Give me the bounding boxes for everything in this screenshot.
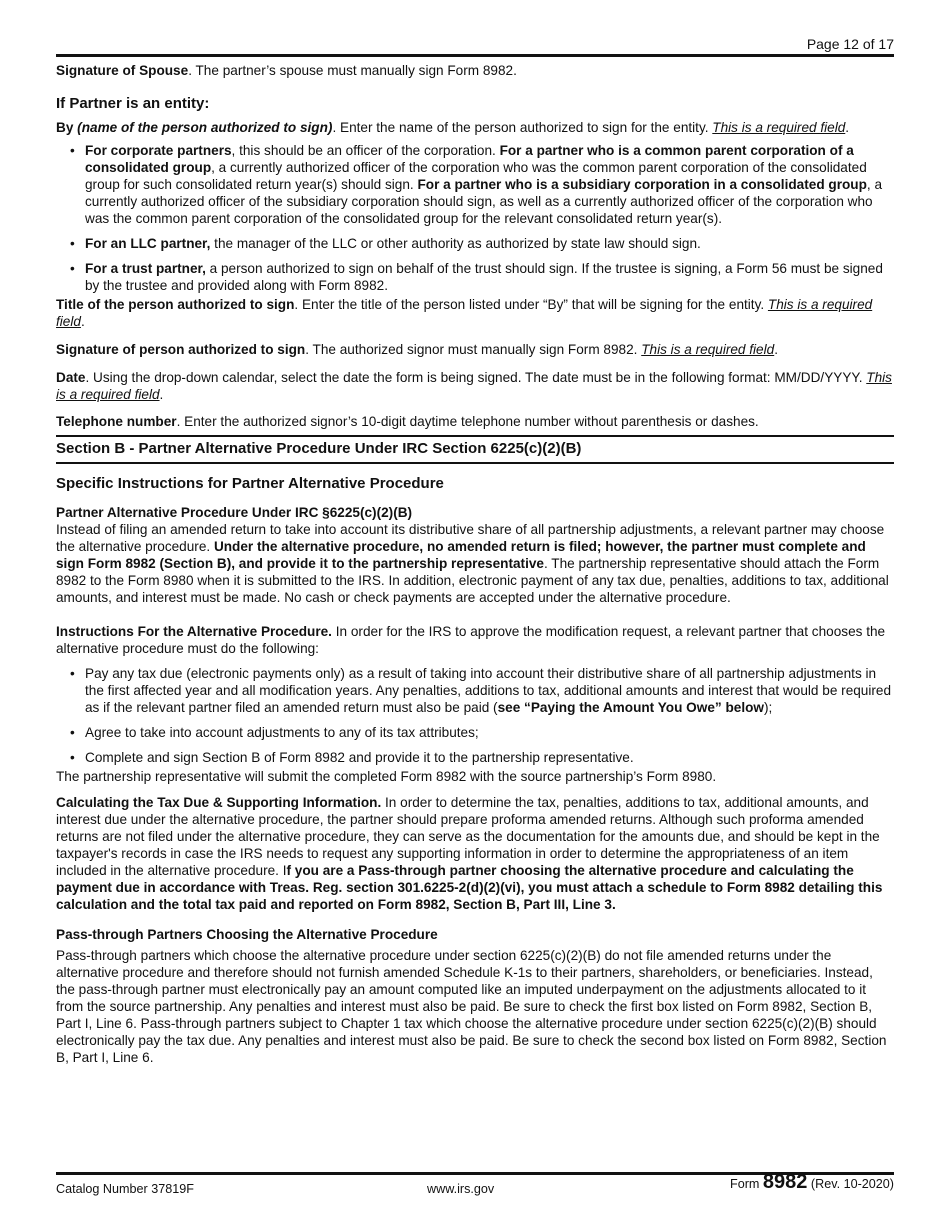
- list-item: • Complete and sign Section B of Form 8982 and provide it to the partnership representative.: [56, 749, 894, 766]
- bullet-bold: see “Paying the Amount You Owe” below: [497, 700, 764, 715]
- calculating-text: In order to determine the tax, penalties, additions to tax, additional amounts, and interest due under the alternative procedure, the partner should prepare proforma amended returns. Although such proforma amended returns are not filed under the alternative procedure, they can serve as the documentation for the amounts due, and should be kept in the taxpayer's records in case the IRS needs to request any supporting information in order to determine the appropriateness of an item included in the alternative procedure. I: [56, 795, 880, 878]
- procedure-bullet-list: [56, 665, 894, 774]
- section-b-title: Section B - Partner Alternative Procedure Under IRC Section 6225(c)(2)(B): [56, 440, 582, 457]
- signature-paragraph: Signature of person authorized to sign. The authorized signor must manually sign Form 8982. This is a required field.: [56, 342, 778, 357]
- llc-label: For an LLC partner,: [85, 236, 211, 251]
- corp-bold-3: For a partner who is a subsidiary corporation in a consolidated group: [417, 177, 867, 192]
- date-paragraph: Date. Using the drop-down calendar, select the date the form is being signed. The date must be in the following format: MM/DD/YYYY. This is a required field.: [56, 370, 892, 402]
- pap-bold: Under the alternative procedure, no amended return is filed; however, the partner must complete and sign Form 8982 (Section B), and provide it to the partnership representative: [56, 539, 866, 571]
- list-item: [56, 665, 894, 716]
- form-number: 8982: [762, 1171, 808, 1193]
- bullet-text: Pay any tax due (electronic payments only) as a result of taking into account their distributive share of all partnership adjustments in the first affected year and all modification years. Any penalties, additions to tax, additional amounts and interest that would be required as if the relevant partner filed an amended return must also be paid (: [85, 666, 892, 715]
- trust-text: a person authorized to sign on behalf of the trust should sign. If the trustee is signing, a Form 56 must be signed by the trustee and provided along with Form 8982.: [85, 261, 883, 293]
- required-field-note: This is a required field: [712, 120, 846, 135]
- bullet-end: );: [763, 700, 773, 715]
- calculating-paragraph: [56, 794, 894, 913]
- list-item: • Agree to take into account adjustments to any of its tax attributes;: [56, 724, 894, 741]
- list-item: [56, 142, 894, 227]
- pap-text-2: . The partnership representative should attach the Form 8982 to the Form 8980 when it is submitted to the IRS. In addition, electronic payment of any tax due, penalties, additions to tax, additional amounts, and interest must be made. No cash or check payments are accepted under the alternative procedure.: [56, 556, 889, 605]
- title-text: . Enter the title of the person listed under “By” that will be signing for the entity.: [294, 297, 768, 312]
- pap-heading: Partner Alternative Procedure Under IRC §6225(c)(2)(B): [56, 505, 413, 520]
- list-item: [56, 260, 894, 294]
- date-text: . Using the drop-down calendar, select the date the form is being signed. The date must be in the following format: MM/DD/YYYY.: [85, 370, 867, 385]
- required-field-note: This is a required field: [641, 342, 775, 357]
- pap-text: Instead of filing an amended return to take into account its distributive share of all partnership adjustments, a relevant partner may choose the alternative procedure.: [56, 522, 885, 554]
- spouse-paragraph: [56, 62, 894, 79]
- title-paragraph: Title of the person authorized to sign. Enter the title of the person listed under “By” that will be signing for the entity. This is a required field.: [56, 297, 873, 329]
- corp-text: , this should be an officer of the corporation.: [231, 143, 500, 158]
- section-b-bottom-rule: [56, 462, 894, 464]
- telephone-label: Telephone number: [56, 414, 177, 429]
- trust-label: For a trust partner,: [85, 261, 206, 276]
- pap-paragraph: [56, 504, 894, 606]
- instructions-text: In order for the IRS to approve the modification request, a relevant partner that chooses the alternative procedure must do the following:: [56, 624, 886, 656]
- instructions-paragraph: [56, 623, 894, 657]
- spouse-label: Signature of Spouse: [56, 63, 189, 78]
- signature-text: . The authorized signor must manually sign Form 8982.: [305, 342, 642, 357]
- instructions-label: Instructions For the Alternative Procedure.: [56, 624, 332, 639]
- corp-text-3: , a currently authorized officer of the subsidiary corporation should sign, as well as a currently authorized officer of the corporation who was the common parent corporation of the consolidated group for the relevant consolidated return year(s).: [85, 177, 883, 226]
- required-field-note: This is a required field: [56, 297, 873, 329]
- pass-through-heading-text: Pass-through Partners Choosing the Alternative Procedure: [56, 927, 438, 942]
- by-text: . Enter the name of the person authorized to sign for the entity.: [332, 120, 713, 135]
- entity-heading: If Partner is an entity:: [56, 95, 210, 112]
- calculating-label: Calculating the Tax Due & Supporting Information.: [56, 795, 382, 810]
- form-word: Form: [730, 1177, 760, 1191]
- form-id: [730, 1171, 894, 1193]
- catalog-number: Catalog Number 37819F: [56, 1182, 194, 1196]
- corp-text-2: , a currently authorized officer of the corporation who was the common parent corporation of the consolidated group for such consolidated return year(s) should sign.: [85, 160, 867, 192]
- by-paragraph: By (name of the person authorized to sign). Enter the name of the person authorized to sign for the entity. This is a required field.: [56, 120, 850, 135]
- section-b-top-rule: [56, 435, 894, 437]
- required-field-note: This is a required field: [56, 370, 892, 402]
- entity-bullet-list: [56, 142, 894, 302]
- page-number: Page 12 of 17: [806, 36, 894, 52]
- title-label: Title of the person authorized to sign: [56, 297, 295, 312]
- corp-label: For corporate partners: [85, 143, 232, 158]
- list-item: [56, 235, 894, 252]
- by-paren: (name of the person authorized to sign): [77, 120, 333, 135]
- spouse-text: . The partner’s spouse must manually sign Form 8982.: [188, 63, 517, 78]
- header-rule: [56, 54, 894, 57]
- submit-paragraph: The partnership representative will submit the completed Form 8982 with the source partnership’s Form 8980.: [56, 769, 717, 784]
- telephone-paragraph: [56, 413, 894, 430]
- specific-instructions-heading: Specific Instructions for Partner Alternative Procedure: [56, 475, 444, 492]
- signature-label: Signature of person authorized to sign: [56, 342, 306, 357]
- date-label: Date: [56, 370, 86, 385]
- llc-text: the manager of the LLC or other authority as authorized by state law should sign.: [210, 236, 701, 251]
- pass-through-heading: [56, 926, 894, 943]
- pass-through-paragraph: Pass-through partners which choose the alternative procedure under section 6225(c)(2)(B) do not file amended returns under the alternative procedure and therefore should not furnish amended Schedule K-1s to their partners, shareholders, or beneficiaries. Instead, the pass-through partner must electronically pay an amount computed like an imputed underpayment on the adjustments allocated to it from the source partnership. Any penalties and interest must also be paid. Be sure to check the first box listed on Form 8982, Section B, Part I, Line 6. Pass-through partners subject to Chapter 1 tax which choose the alternative procedure under section 6225(c)(2)(B) should electronically pay the tax due. Any penalties and interest must also be paid. Be sure to check the second box listed on Form 8982, Section B, Part I, Line 6.: [56, 948, 887, 1065]
- telephone-text: . Enter the authorized signor’s 10-digit daytime telephone number without parenthesis or dashes.: [176, 414, 759, 429]
- corp-bold-2: For a partner who is a common parent corporation of a consolidated group: [85, 143, 854, 175]
- irs-url: www.irs.gov: [427, 1182, 495, 1196]
- form-revision: (Rev. 10-2020): [810, 1177, 894, 1191]
- calculating-bold: f you are a Pass-through partner choosing the alternative procedure and calculating the payment due in accordance with Treas. Reg. section 301.6225-2(d)(2)(vi), you must attach a schedule to Form 8982 detailing this calculation and the total tax paid and reported on Form 8982, Section B, Part III, Line 3.: [56, 863, 883, 912]
- by-label: By: [56, 120, 74, 135]
